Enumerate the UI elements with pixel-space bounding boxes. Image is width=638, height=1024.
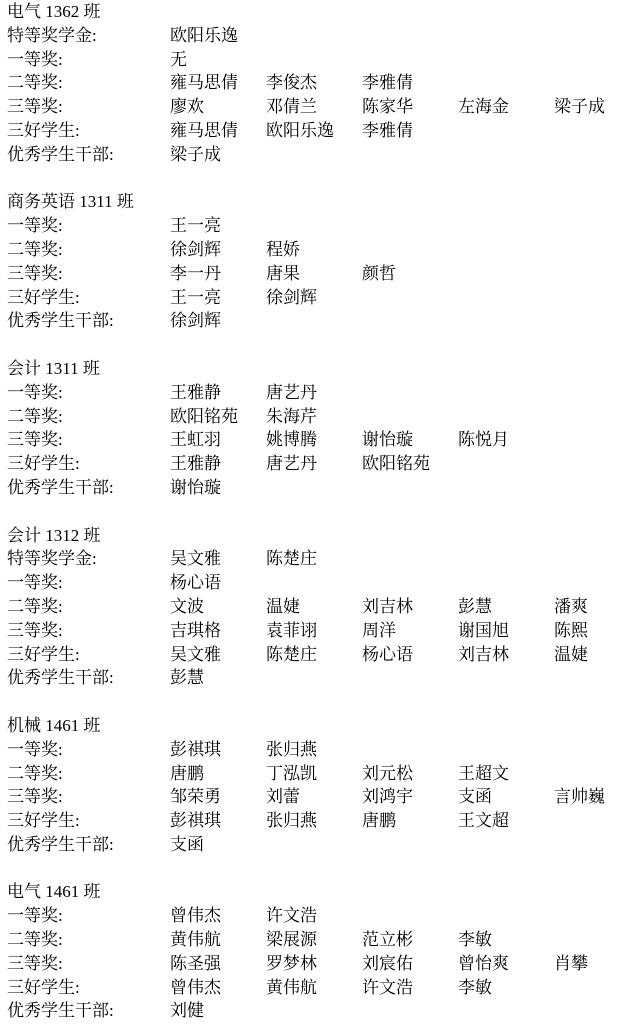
- student-name: 雍马思倩: [170, 73, 238, 93]
- student-name: 唐果: [266, 263, 300, 283]
- award-row: [7, 738, 638, 762]
- award-row: [7, 595, 638, 619]
- award-row: [7, 309, 638, 333]
- student-name: 彭慧: [458, 596, 492, 616]
- award-category-label: 优秀学生干部:: [7, 1001, 114, 1021]
- award-row: [7, 976, 638, 1000]
- student-name: 张归燕: [266, 739, 317, 759]
- award-category-label: 三好学生:: [7, 811, 80, 831]
- award-category-label: 一等奖:: [7, 906, 63, 926]
- award-row: [7, 833, 638, 857]
- award-row: [7, 238, 638, 262]
- student-name: 罗梦林: [266, 953, 317, 973]
- student-name: 彭祺琪: [170, 739, 221, 759]
- award-category-label: 特等奖学金:: [7, 549, 97, 569]
- award-category-label: 三好学生:: [7, 287, 80, 307]
- award-rows: [7, 547, 638, 690]
- student-name: 王虹羽: [170, 430, 221, 450]
- student-name: 徐剑辉: [170, 239, 221, 259]
- student-name: 徐剑辉: [266, 287, 317, 307]
- student-name: 谢怡璇: [170, 477, 221, 497]
- student-name: 范立彬: [362, 930, 413, 950]
- student-name: 刘吉林: [362, 596, 413, 616]
- student-name: 无: [170, 49, 187, 69]
- award-category-label: 一等奖:: [7, 49, 63, 69]
- student-name: 欧阳铭苑: [170, 406, 238, 426]
- award-category-label: 一等奖:: [7, 216, 63, 236]
- award-row: [7, 214, 638, 238]
- student-name: 唐鹏: [170, 763, 204, 783]
- award-category-label: 特等奖学金:: [7, 25, 97, 45]
- student-name: 刘吉林: [458, 644, 509, 664]
- class-section: [7, 357, 638, 500]
- student-name: 李俊杰: [266, 73, 317, 93]
- student-name: 王雅静: [170, 382, 221, 402]
- student-name: 颜哲: [362, 263, 396, 283]
- award-category-label: 三等奖:: [7, 263, 63, 283]
- student-name: 肖攀: [554, 953, 588, 973]
- student-name: 欧阳乐逸: [170, 25, 238, 45]
- award-category-label: 优秀学生干部:: [7, 144, 114, 164]
- award-category-label: 一等奖:: [7, 573, 63, 593]
- award-category-label: 优秀学生干部:: [7, 311, 114, 331]
- award-row: [7, 24, 638, 48]
- student-name: 彭祺琪: [170, 811, 221, 831]
- award-rows: [7, 381, 638, 500]
- student-name: 曾伟杰: [170, 906, 221, 926]
- student-name: 袁菲诩: [266, 620, 317, 640]
- award-category-label: 一等奖:: [7, 382, 63, 402]
- student-name: 吉琪格: [170, 620, 221, 640]
- student-name: 陈熙: [554, 620, 588, 640]
- award-category-label: 优秀学生干部:: [7, 834, 114, 854]
- student-name: 谢国旭: [458, 620, 509, 640]
- award-row: [7, 95, 638, 119]
- student-name: 唐鹏: [362, 811, 396, 831]
- award-rows: [7, 904, 638, 1023]
- student-name: 吴文雅: [170, 549, 221, 569]
- student-name: 许文浩: [266, 906, 317, 926]
- class-section: [7, 0, 638, 167]
- student-name: 廖欢: [170, 97, 204, 117]
- student-name: 丁泓凯: [266, 763, 317, 783]
- award-category-label: 三等奖:: [7, 787, 63, 807]
- award-row: [7, 952, 638, 976]
- student-name: 谢怡璇: [362, 430, 413, 450]
- class-title: 商务英语 1311 班: [7, 192, 134, 212]
- class-title: 电气 1362 班: [7, 2, 101, 21]
- student-name: 欧阳乐逸: [266, 120, 334, 140]
- student-name: 温婕: [554, 644, 588, 664]
- award-category-label: 三好学生:: [7, 977, 80, 997]
- student-name: 陈悦月: [458, 430, 509, 450]
- student-name: 刘宸佑: [362, 953, 413, 973]
- award-category-label: 三等奖:: [7, 97, 63, 117]
- student-name: 周洋: [362, 620, 396, 640]
- student-name: 王一亮: [170, 216, 221, 236]
- award-category-label: 二等奖:: [7, 406, 63, 426]
- class-title: 会计 1311 班: [7, 358, 100, 378]
- class-title: 机械 1461 班: [7, 715, 101, 735]
- student-name: 姚博腾: [266, 430, 317, 450]
- student-name: 曾伟杰: [170, 977, 221, 997]
- student-name: 李敏: [458, 977, 492, 997]
- student-name: 曾怡爽: [458, 953, 509, 973]
- award-row: [7, 547, 638, 571]
- student-name: 梁子成: [554, 97, 605, 117]
- award-row: [7, 476, 638, 500]
- award-row: [7, 428, 638, 452]
- class-section: [7, 190, 638, 333]
- student-name: 杨心语: [170, 573, 221, 593]
- award-category-label: 三好学生:: [7, 644, 80, 664]
- award-row: [7, 71, 638, 95]
- student-name: 王超文: [458, 763, 509, 783]
- award-category-label: 优秀学生干部:: [7, 668, 114, 688]
- award-row: [7, 785, 638, 809]
- student-name: 李敏: [458, 930, 492, 950]
- award-category-label: 三好学生:: [7, 120, 80, 140]
- award-category-label: 二等奖:: [7, 596, 63, 616]
- award-row: [7, 119, 638, 143]
- student-name: 温婕: [266, 596, 300, 616]
- student-name: 徐剑辉: [170, 311, 221, 331]
- student-name: 邓倩兰: [266, 97, 317, 117]
- student-name: 刘蕾: [266, 787, 300, 807]
- student-name: 雍马思倩: [170, 120, 238, 140]
- award-rows: [7, 24, 638, 167]
- student-name: 李雅倩: [362, 73, 413, 93]
- student-name: 吴文雅: [170, 644, 221, 664]
- student-name: 刘元松: [362, 763, 413, 783]
- award-row: [7, 452, 638, 476]
- award-category-label: 三好学生:: [7, 454, 80, 474]
- award-row: [7, 928, 638, 952]
- student-name: 刘健: [170, 1001, 204, 1021]
- award-row: [7, 809, 638, 833]
- student-name: 潘爽: [554, 596, 588, 616]
- student-name: 唐艺丹: [266, 382, 317, 402]
- student-name: 梁展源: [266, 930, 317, 950]
- student-name: 言帅巍: [554, 787, 605, 807]
- award-row: [7, 286, 638, 310]
- award-rows: [7, 738, 638, 857]
- student-name: 杨心语: [362, 644, 413, 664]
- student-name: 王文超: [458, 811, 509, 831]
- student-name: 文波: [170, 596, 204, 616]
- award-row: [7, 405, 638, 429]
- award-row: [7, 48, 638, 72]
- award-category-label: 二等奖:: [7, 73, 63, 93]
- award-category-label: 优秀学生干部:: [7, 477, 114, 497]
- student-name: 许文浩: [362, 977, 413, 997]
- student-name: 程娇: [266, 239, 300, 259]
- student-name: 彭慧: [170, 668, 204, 688]
- award-row: [7, 643, 638, 667]
- class-title: 会计 1312 班: [7, 525, 101, 545]
- class-title: 电气 1461 班: [7, 882, 101, 902]
- student-name: 邹荣勇: [170, 787, 221, 807]
- award-row: [7, 262, 638, 286]
- award-row: [7, 666, 638, 690]
- award-row: [7, 904, 638, 928]
- class-section: [7, 714, 638, 857]
- student-name: 张归燕: [266, 811, 317, 831]
- student-name: 欧阳铭苑: [362, 454, 430, 474]
- award-category-label: 二等奖:: [7, 763, 63, 783]
- award-row: [7, 571, 638, 595]
- student-name: 刘鸿宇: [362, 787, 413, 807]
- student-name: 黄伟航: [170, 930, 221, 950]
- student-name: 梁子成: [170, 144, 221, 164]
- award-row: [7, 762, 638, 786]
- student-name: 王雅静: [170, 454, 221, 474]
- student-name: 朱海芹: [266, 406, 317, 426]
- student-name: 陈家华: [362, 97, 413, 117]
- award-row: [7, 999, 638, 1023]
- award-category-label: 三等奖:: [7, 620, 63, 640]
- student-name: 陈圣强: [170, 953, 221, 973]
- award-category-label: 三等奖:: [7, 953, 63, 973]
- award-category-label: 二等奖:: [7, 930, 63, 950]
- award-category-label: 一等奖:: [7, 739, 63, 759]
- student-name: 黄伟航: [266, 977, 317, 997]
- award-row: [7, 143, 638, 167]
- award-row: [7, 381, 638, 405]
- class-section: [7, 880, 638, 1023]
- student-name: 唐艺丹: [266, 454, 317, 474]
- class-section: [7, 524, 638, 691]
- student-name: 陈楚庄: [266, 549, 317, 569]
- student-name: 支函: [458, 787, 492, 807]
- student-name: 李一丹: [170, 263, 221, 283]
- student-name: 陈楚庄: [266, 644, 317, 664]
- award-rows: [7, 214, 638, 333]
- award-row: [7, 619, 638, 643]
- award-category-label: 三等奖:: [7, 430, 63, 450]
- student-name: 左海金: [458, 97, 509, 117]
- student-name: 李雅倩: [362, 120, 413, 140]
- award-category-label: 二等奖:: [7, 239, 63, 259]
- student-name: 王一亮: [170, 287, 221, 307]
- student-name: 支函: [170, 834, 204, 854]
